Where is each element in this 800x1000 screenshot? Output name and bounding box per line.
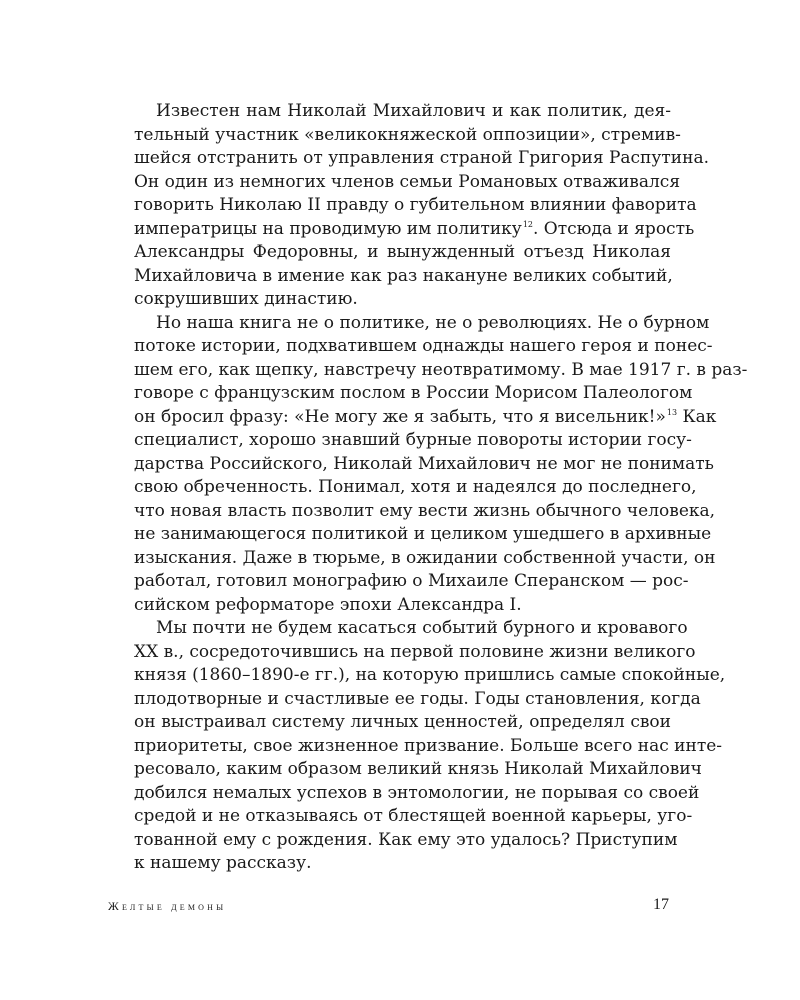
text-line: плодотворные и счастливые ее годы. Годы становления, когда <box>134 688 701 709</box>
text-line: он выстраивал систему личных ценностей, определял свои <box>134 712 671 732</box>
text-line: XX в., сосредоточившись на первой половине жизни великого <box>134 641 696 662</box>
text-line: Мы почти не будем касаться событий бурного и кровавого <box>156 618 688 638</box>
text-line: князя (1860–1890-е гг.), на которую пришлись самые спокойные, <box>134 665 726 685</box>
text-line: сокрушивших династию. <box>134 289 358 309</box>
text-line: сийском реформаторе эпохи Александра I. <box>134 594 522 615</box>
text-line: Он один из немногих членов семьи Романовых отваживался <box>134 171 681 192</box>
text-line: изыскания. Даже в тюрьме, в ожидании собственной участи, он <box>134 547 716 568</box>
paragraph <box>134 617 726 876</box>
page-footer <box>108 896 669 919</box>
text-line: шем его, как щепку, навстречу неотвратимому. В мае 1917 г. в раз- <box>134 359 748 380</box>
text-line: специалист, хорошо знавший бурные повороты истории госу- <box>134 430 692 450</box>
paragraph <box>134 312 748 618</box>
text-line: Известен нам Николай Михайлович и как политик, дея- <box>156 101 671 121</box>
text-line: что новая власть позволит ему вести жизнь обычного человека, <box>134 500 716 521</box>
text-line: потоке истории, подхватившем однажды нашего героя и понес- <box>134 336 713 356</box>
text-line: свою обреченность. Понимал, хотя и надеялся до последнего, <box>134 477 697 497</box>
text-line: к нашему рассказу. <box>134 853 312 873</box>
text-line: добился немалых успехов в энтомологии, не порывая со своей <box>134 782 700 803</box>
running-head: Желтые демоны <box>108 899 227 913</box>
page-number: 17 <box>653 896 669 913</box>
text-line: не занимающегося политикой и целиком ушедшего в архивные <box>134 524 712 544</box>
text-line: он бросил фразу: «Не могу же я забыть, что я висельник!»$^{13}$ Как <box>134 406 717 427</box>
footnote-marker[interactable]: 13 <box>666 407 678 417</box>
text-line: ресовало, каким образом великий князь Николай Михайлович <box>134 759 702 779</box>
text-line: Михайловича в имение как раз накануне великих событий, <box>134 265 673 286</box>
text-line: приоритеты, свое жизненное призвание. Больше всего нас инте- <box>134 735 723 756</box>
footnote-marker[interactable]: 12 <box>522 219 533 229</box>
text-line: шейся отстранить от управления страной Григория Распутина. <box>134 148 709 168</box>
text-line: тельный участник «великокняжеской оппозиции», стремив- <box>134 124 681 145</box>
text-line: дарства Российского, Николай Михайлович не мог не понимать <box>134 453 714 474</box>
text-line: говоре с французским послом в России Морисом Палеологом <box>134 383 693 403</box>
paragraph <box>134 100 709 312</box>
text-line: работал, готовил монографию о Михаиле Сперанском — рос- <box>134 571 689 591</box>
text-line: говорить Николаю II правду о губительном влиянии фаворита <box>134 195 697 215</box>
text-line: средой и не отказываясь от блестящей военной карьеры, уго- <box>134 806 693 826</box>
text-line: Александры Федоровны, и вынужденный отъезд Николая <box>134 242 671 262</box>
text-line: Но наша книга не о политике, не о революциях. Не о бурном <box>156 312 710 333</box>
text-line: императрицы на проводимую им политику$^{12}$. Отсюда и ярость <box>134 218 695 239</box>
body-text <box>134 100 748 876</box>
text-line: тованной ему с рождения. Как ему это удалось? Приступим <box>134 829 678 850</box>
